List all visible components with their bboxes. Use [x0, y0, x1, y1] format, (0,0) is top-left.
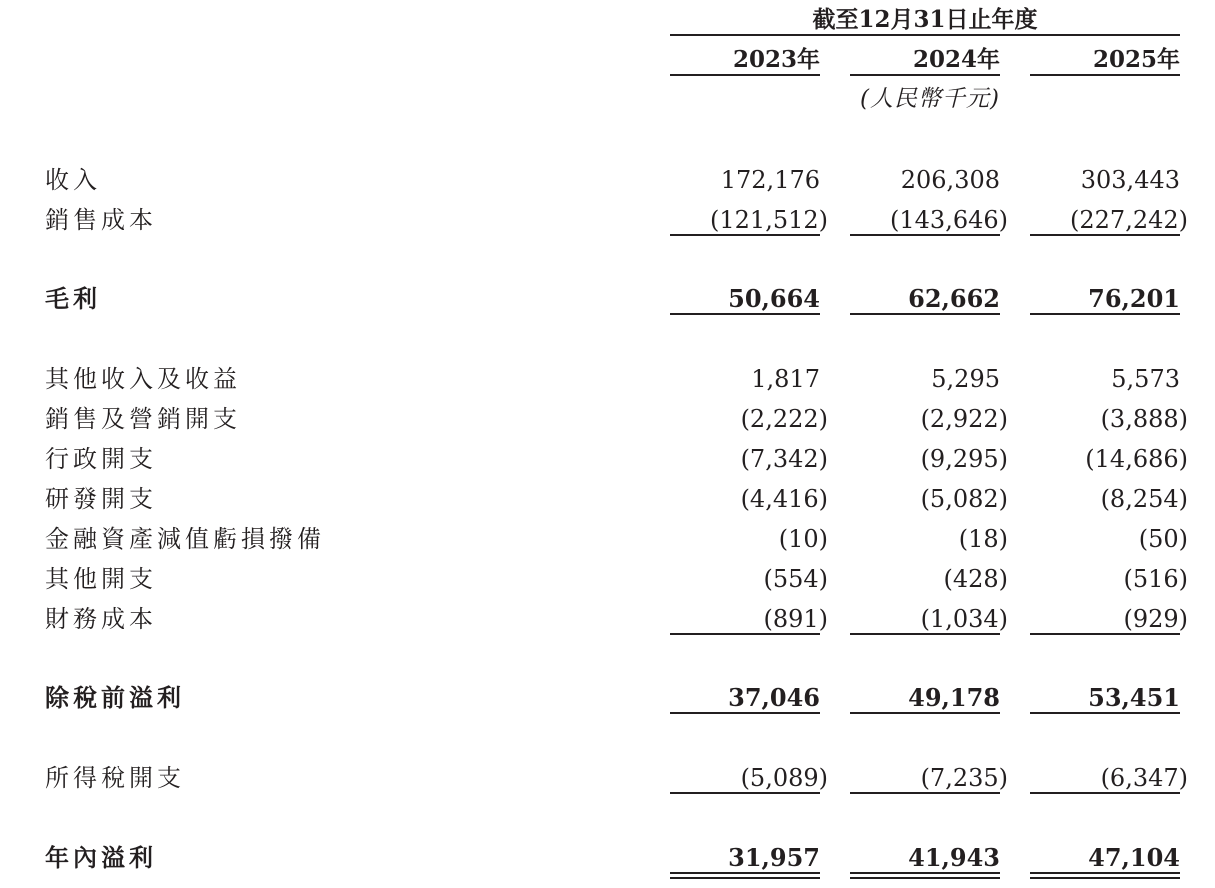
cell-finance-costs-2023: (891) — [763, 605, 828, 633]
cell-income-tax-2024: (7,235) — [920, 764, 1008, 792]
cell-selling-expenses-2025: (3,888) — [1100, 405, 1188, 433]
cell-other-income-2024: 5,295 — [931, 365, 1000, 393]
cell-profit-before-tax-2024: 49,178 — [908, 683, 1000, 712]
year-underline-2024 — [850, 74, 1000, 76]
underline-gross-profit-2025 — [1030, 313, 1180, 315]
double-underline-profit-for-year-2025 — [1030, 872, 1180, 879]
underline-cost-of-sales-2024 — [850, 234, 1000, 236]
cell-admin-expenses-2025: (14,686) — [1085, 445, 1188, 473]
cell-rnd-expenses-2025: (8,254) — [1100, 485, 1188, 513]
cell-impairment-2025: (50) — [1138, 525, 1188, 553]
double-underline-profit-for-year-2024 — [850, 872, 1000, 879]
cell-admin-expenses-2023: (7,342) — [740, 445, 828, 473]
currency-unit: (人民幣千元) — [860, 86, 1000, 112]
cell-other-expenses-2025: (516) — [1123, 565, 1188, 593]
cell-profit-before-tax-2023: 37,046 — [728, 683, 820, 712]
underline-income-tax-2024 — [850, 792, 1000, 794]
cell-impairment-2023: (10) — [778, 525, 828, 553]
cell-income-tax-2025: (6,347) — [1100, 764, 1188, 792]
cell-other-expenses-2024: (428) — [943, 565, 1008, 593]
underline-income-tax-2023 — [670, 792, 820, 794]
row-label-rnd-expenses: 研發開支 — [45, 485, 157, 513]
cell-profit-for-year-2023: 31,957 — [728, 843, 820, 872]
row-label-selling-expenses: 銷售及營銷開支 — [45, 405, 241, 433]
cell-impairment-2024: (18) — [958, 525, 1008, 553]
underline-finance-costs-2025 — [1030, 633, 1180, 635]
cell-rnd-expenses-2023: (4,416) — [740, 485, 828, 513]
underline-gross-profit-2024 — [850, 313, 1000, 315]
year-header-2024: 2024年 — [912, 46, 1000, 73]
cell-gross-profit-2025: 76,201 — [1088, 284, 1180, 313]
underline-finance-costs-2023 — [670, 633, 820, 635]
underline-income-tax-2025 — [1030, 792, 1180, 794]
row-label-cost-of-sales: 銷售成本 — [45, 206, 157, 234]
period-header: 截至12月31日止年度 — [812, 6, 1038, 33]
underline-profit-before-tax-2023 — [670, 712, 820, 714]
year-underline-2025 — [1030, 74, 1180, 76]
row-label-profit-before-tax: 除稅前溢利 — [45, 683, 185, 712]
year-header-2023: 2023年 — [732, 46, 820, 73]
cell-income-tax-2023: (5,089) — [740, 764, 828, 792]
cell-cost-of-sales-2024: (143,646) — [890, 206, 1008, 234]
year-underline-2023 — [670, 74, 820, 76]
cell-gross-profit-2024: 62,662 — [908, 284, 1000, 313]
year-header-2025: 2025年 — [1092, 46, 1180, 73]
row-label-revenue: 收入 — [45, 166, 101, 194]
row-label-gross-profit: 毛利 — [45, 284, 101, 313]
cell-rnd-expenses-2024: (5,082) — [920, 485, 1008, 513]
cell-cost-of-sales-2025: (227,242) — [1070, 206, 1188, 234]
row-label-other-expenses: 其他開支 — [45, 565, 157, 593]
cell-other-expenses-2023: (554) — [763, 565, 828, 593]
cell-selling-expenses-2024: (2,922) — [920, 405, 1008, 433]
cell-profit-for-year-2025: 47,104 — [1088, 843, 1180, 872]
cell-revenue-2025: 303,443 — [1080, 166, 1180, 194]
cell-finance-costs-2024: (1,034) — [920, 605, 1008, 633]
underline-cost-of-sales-2025 — [1030, 234, 1180, 236]
cell-cost-of-sales-2023: (121,512) — [710, 206, 828, 234]
underline-cost-of-sales-2023 — [670, 234, 820, 236]
cell-revenue-2024: 206,308 — [900, 166, 1000, 194]
row-label-admin-expenses: 行政開支 — [45, 445, 157, 473]
cell-finance-costs-2025: (929) — [1123, 605, 1188, 633]
cell-profit-before-tax-2025: 53,451 — [1088, 683, 1180, 712]
cell-revenue-2023: 172,176 — [720, 166, 820, 194]
row-label-other-income: 其他收入及收益 — [45, 365, 241, 393]
underline-finance-costs-2024 — [850, 633, 1000, 635]
cell-admin-expenses-2024: (9,295) — [920, 445, 1008, 473]
cell-selling-expenses-2023: (2,222) — [740, 405, 828, 433]
cell-profit-for-year-2024: 41,943 — [908, 843, 1000, 872]
underline-gross-profit-2023 — [670, 313, 820, 315]
row-label-income-tax: 所得稅開支 — [45, 764, 185, 792]
double-underline-profit-for-year-2023 — [670, 872, 820, 879]
row-label-finance-costs: 財務成本 — [45, 605, 157, 633]
row-label-impairment: 金融資產減值虧損撥備 — [45, 525, 325, 553]
cell-gross-profit-2023: 50,664 — [728, 284, 820, 313]
cell-other-income-2023: 1,817 — [751, 365, 820, 393]
row-label-profit-for-year: 年內溢利 — [45, 843, 157, 872]
cell-other-income-2025: 5,573 — [1111, 365, 1180, 393]
underline-profit-before-tax-2025 — [1030, 712, 1180, 714]
period-underline — [670, 34, 1180, 36]
underline-profit-before-tax-2024 — [850, 712, 1000, 714]
